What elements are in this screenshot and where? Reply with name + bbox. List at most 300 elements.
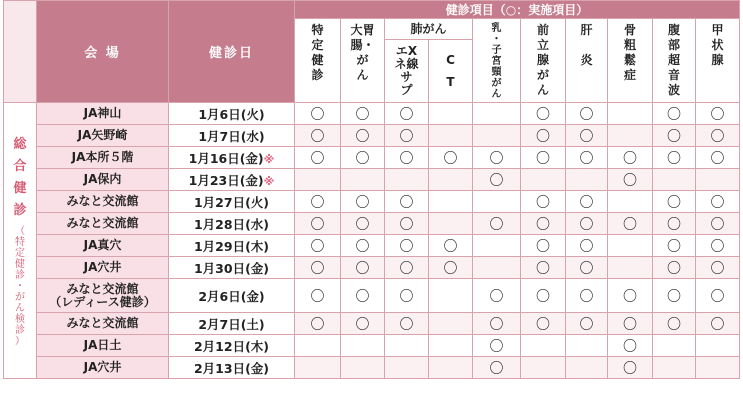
item-cell [429, 257, 473, 279]
circle-mark: 〇 [710, 238, 725, 255]
circle-mark: 〇 [579, 260, 594, 277]
item-cell [608, 313, 653, 335]
circle-mark: 〇 [399, 260, 414, 277]
item-cell [295, 125, 341, 147]
item-cell [521, 279, 566, 313]
item-cell [429, 147, 473, 169]
circle-mark: 〇 [489, 150, 504, 167]
item-cell [385, 169, 429, 191]
circle-mark: 〇 [579, 150, 594, 167]
comprehensive-checkup-label [4, 103, 37, 379]
item-cell [653, 313, 696, 335]
date-text: 2月12日(木) [193, 338, 270, 354]
ct-header-char: C [446, 53, 455, 67]
item-cell [566, 125, 608, 147]
abdomen-header-label-char: 超 [667, 53, 680, 67]
daicho-header-label [341, 23, 384, 83]
item-cell [521, 191, 566, 213]
bone-header-label-char: 鬆 [623, 53, 636, 67]
prostate-header-label-char: ん [536, 83, 549, 97]
circle-mark: 〇 [310, 194, 325, 211]
item-cell [341, 103, 385, 125]
date-text: 1月7日(水) [198, 128, 265, 144]
daicho-header-label-char: ん [356, 68, 369, 82]
item-cell [295, 257, 341, 279]
item-cell [429, 279, 473, 313]
item-cell [473, 313, 521, 335]
item-cell [385, 313, 429, 335]
breast-header-label-char: 頸 [491, 67, 502, 78]
item-cell [696, 279, 740, 313]
venue-name: JA神山 [83, 106, 122, 120]
circle-mark: 〇 [443, 238, 458, 255]
item-cell [566, 213, 608, 235]
circle-mark: 〇 [710, 288, 725, 305]
venue-cell [37, 313, 169, 335]
table-row [4, 191, 740, 213]
venue-cell [37, 169, 169, 191]
liver-header-label-char: 炎 [580, 53, 593, 67]
table-row [4, 257, 740, 279]
table-row [4, 213, 740, 235]
item-cell [521, 213, 566, 235]
daicho-header-label-char: が [356, 53, 369, 67]
item-cell [608, 357, 653, 379]
item-cell [385, 279, 429, 313]
tokutei-header-label-char: 特 [311, 23, 324, 37]
liver-header-label [566, 23, 607, 68]
item-cell [473, 257, 521, 279]
circle-mark: 〇 [579, 128, 594, 145]
header-corner [4, 1, 37, 103]
side-main-label-char: 健 [13, 181, 27, 196]
date-cell [169, 169, 295, 191]
item-cell [608, 335, 653, 357]
abdomen-header-label [653, 23, 695, 98]
item-cell [653, 257, 696, 279]
circle-mark: 〇 [355, 106, 370, 123]
abdomen-header [653, 19, 696, 103]
item-cell [696, 335, 740, 357]
venue-header: 会 場 [37, 1, 169, 103]
circle-mark: 〇 [623, 360, 637, 377]
item-cell [429, 213, 473, 235]
thyroid-header-label-char: 状 [711, 38, 724, 52]
circle-mark: 〇 [355, 260, 370, 277]
table-row [4, 357, 740, 379]
item-cell [473, 169, 521, 191]
table-row [4, 235, 740, 257]
item-cell [521, 169, 566, 191]
prostate-header-label [521, 23, 565, 98]
circle-mark: 〇 [623, 316, 637, 333]
date-text: 1月6日(火) [198, 106, 265, 122]
date-text: 1月27日(火) [193, 194, 270, 210]
tokutei-header [295, 19, 341, 103]
circle-mark: 〇 [399, 216, 414, 233]
item-cell [385, 357, 429, 379]
venue-cell [37, 357, 169, 379]
circle-mark: 〇 [489, 172, 504, 189]
breast-header-label-char: 乳 [491, 23, 502, 34]
bone-header-label [608, 23, 652, 83]
circle-mark: 〇 [355, 288, 370, 305]
circle-mark: 〇 [667, 150, 681, 167]
tokutei-header-label-char: 診 [311, 68, 324, 82]
circle-mark: 〇 [355, 316, 370, 333]
note-mark: ※ [263, 174, 275, 188]
circle-mark: 〇 [710, 216, 725, 233]
item-cell [473, 125, 521, 147]
item-cell [521, 313, 566, 335]
prostate-header-label-char: 腺 [536, 53, 549, 67]
circle-mark: 〇 [399, 128, 414, 145]
venue-cell [37, 147, 169, 169]
circle-mark: 〇 [667, 288, 681, 305]
venue-name: JA穴井 [83, 260, 122, 274]
xray-header-char: プ [400, 83, 413, 97]
item-cell [608, 257, 653, 279]
circle-mark: 〇 [667, 238, 681, 255]
item-cell [566, 191, 608, 213]
item-cell [429, 313, 473, 335]
date-text: 2月6日(金) [198, 288, 265, 304]
item-cell [696, 357, 740, 379]
table-row [4, 279, 740, 313]
venue-name: みなと交流館 [66, 281, 139, 296]
venue-cell [37, 235, 169, 257]
item-cell [429, 103, 473, 125]
date-text: 1月30日(金) [193, 260, 270, 276]
venue-cell [37, 213, 169, 235]
item-cell [341, 235, 385, 257]
thyroid-header [696, 19, 740, 103]
venue-cell [37, 103, 169, 125]
circle-mark: 〇 [355, 238, 370, 255]
item-cell [295, 279, 341, 313]
circle-mark: 〇 [443, 260, 458, 277]
xray-header-char: サ [400, 70, 413, 84]
circle-mark: 〇 [536, 316, 550, 333]
item-cell [653, 103, 696, 125]
date-cell [169, 313, 295, 335]
circle-mark: 〇 [399, 238, 414, 255]
date-header: 健診日 [169, 1, 295, 103]
venue-cell [37, 279, 169, 313]
venue-cell [37, 257, 169, 279]
circle-mark: 〇 [355, 150, 370, 167]
circle-mark: 〇 [623, 216, 637, 233]
venue-cell [37, 125, 169, 147]
circle-mark: 〇 [579, 316, 594, 333]
item-cell [696, 125, 740, 147]
circle-mark: 〇 [310, 316, 325, 333]
circle-mark: 〇 [536, 216, 550, 233]
item-cell [521, 357, 566, 379]
bone-header-label-char: 粗 [623, 38, 636, 52]
circle-mark: 〇 [579, 106, 594, 123]
date-text: 1月28日(水) [193, 216, 270, 232]
tokutei-header-label [295, 23, 340, 83]
circle-mark: 〇 [310, 238, 325, 255]
item-cell [341, 125, 385, 147]
tokutei-header-label-char: 定 [311, 38, 324, 52]
circle-mark: 〇 [710, 106, 725, 123]
item-cell [295, 335, 341, 357]
circle-mark: 〇 [667, 216, 681, 233]
circle-mark: 〇 [667, 194, 681, 211]
circle-mark: 〇 [710, 128, 725, 145]
item-cell [696, 313, 740, 335]
breast-header-label [473, 23, 520, 100]
item-cell [429, 335, 473, 357]
item-cell [653, 191, 696, 213]
item-cell [521, 103, 566, 125]
date-text: 2月13日(金) [193, 360, 270, 376]
circle-mark: 〇 [399, 150, 414, 167]
item-cell [295, 313, 341, 335]
item-cell [653, 235, 696, 257]
side-main-label [4, 134, 36, 222]
circle-mark: 〇 [536, 106, 550, 123]
breast-header-label-char: が [491, 78, 502, 89]
circle-mark: 〇 [667, 316, 681, 333]
venue-cell [37, 191, 169, 213]
date-cell [169, 335, 295, 357]
item-cell [473, 335, 521, 357]
item-cell [429, 191, 473, 213]
item-cell [608, 279, 653, 313]
side-sub-label-char: ん [15, 303, 25, 314]
item-cell [473, 147, 521, 169]
item-cell [653, 357, 696, 379]
side-sub-label-char: 診 [15, 270, 25, 281]
item-cell [696, 169, 740, 191]
item-cell [521, 235, 566, 257]
venue-name: （レディース健診） [49, 294, 156, 309]
liver-header-label-char: 肝 [580, 23, 593, 37]
side-main-label-char: 総 [13, 137, 27, 152]
venue-name: JA真穴 [83, 238, 122, 252]
ct-header [429, 49, 472, 93]
item-cell [521, 125, 566, 147]
date-text: 1月16日(金) [188, 150, 264, 166]
circle-mark: 〇 [355, 194, 370, 211]
item-cell [473, 235, 521, 257]
note-mark: ※ [263, 152, 275, 166]
item-cell [696, 213, 740, 235]
xray-header-char: ネ線 [394, 57, 419, 71]
item-cell [653, 213, 696, 235]
breast-header-label-char: 子 [491, 45, 502, 56]
item-cell [653, 169, 696, 191]
date-cell [169, 103, 295, 125]
item-cell [696, 103, 740, 125]
daicho-header-label-char: 腸・ [350, 38, 375, 52]
venue-name: JA本所５階 [71, 150, 134, 164]
venue-name: JA保内 [83, 172, 122, 186]
item-cell [473, 103, 521, 125]
circle-mark: 〇 [355, 216, 370, 233]
circle-mark: 〇 [710, 150, 725, 167]
item-cell [608, 103, 653, 125]
circle-mark: 〇 [489, 288, 504, 305]
item-cell [341, 191, 385, 213]
side-sub-label [4, 226, 36, 347]
item-cell [566, 257, 608, 279]
xray-header [385, 45, 428, 97]
item-cell [608, 125, 653, 147]
side-sub-label-char: 検 [15, 314, 25, 325]
abdomen-header-label-char: 部 [667, 38, 680, 52]
circle-mark: 〇 [489, 216, 504, 233]
tokutei-header-label-char: 健 [311, 53, 324, 67]
item-cell [653, 125, 696, 147]
prostate-header-label-char: 立 [536, 38, 549, 52]
date-cell [169, 147, 295, 169]
liver-header-label-char [566, 38, 607, 53]
side-sub-label-char: 診 [15, 325, 25, 336]
prostate-header [521, 19, 566, 103]
circle-mark: 〇 [536, 260, 550, 277]
abdomen-header-label-char: 波 [667, 83, 680, 97]
date-text: 2月7日(土) [198, 316, 265, 332]
item-cell [696, 257, 740, 279]
thyroid-header-label-char: 甲 [711, 23, 724, 37]
date-text: 1月29日(木) [193, 238, 270, 254]
daicho-header [341, 19, 385, 103]
circle-mark: 〇 [536, 288, 550, 305]
date-cell [169, 125, 295, 147]
circle-mark: 〇 [579, 288, 594, 305]
side-sub-label-char: ・ [15, 281, 25, 292]
item-cell [608, 213, 653, 235]
circle-mark: 〇 [536, 128, 550, 145]
side-sub-label-char: ） [15, 336, 25, 347]
item-cell [566, 103, 608, 125]
item-cell [566, 313, 608, 335]
side-sub-label-char: 健 [15, 259, 25, 270]
circle-mark: 〇 [579, 194, 594, 211]
item-cell [521, 257, 566, 279]
item-cell [385, 335, 429, 357]
date-cell [169, 235, 295, 257]
venue-cell [37, 335, 169, 357]
circle-mark: 〇 [536, 238, 550, 255]
circle-mark: 〇 [310, 216, 325, 233]
side-main-label-char: 合 [13, 159, 27, 174]
circle-mark: 〇 [489, 360, 504, 377]
item-cell [385, 103, 429, 125]
item-cell [521, 147, 566, 169]
circle-mark: 〇 [536, 150, 550, 167]
item-cell [653, 279, 696, 313]
item-cell [696, 235, 740, 257]
item-cell [566, 357, 608, 379]
date-cell [169, 357, 295, 379]
xray-header-char: エX [395, 44, 418, 58]
circle-mark: 〇 [399, 288, 414, 305]
circle-mark: 〇 [623, 172, 637, 189]
item-cell [608, 235, 653, 257]
item-cell [341, 313, 385, 335]
item-cell [521, 335, 566, 357]
circle-mark: 〇 [710, 260, 725, 277]
item-cell [653, 147, 696, 169]
item-cell [608, 191, 653, 213]
item-cell [653, 335, 696, 357]
item-cell [295, 169, 341, 191]
item-cell [341, 335, 385, 357]
side-sub-label-char: （ [15, 226, 25, 237]
item-cell [385, 125, 429, 147]
side-main-label-char: 診 [13, 203, 27, 218]
item-cell [566, 335, 608, 357]
item-cell [341, 169, 385, 191]
date-cell [169, 279, 295, 313]
item-cell [566, 279, 608, 313]
item-cell [429, 125, 473, 147]
venue-name: JA穴井 [83, 360, 122, 374]
side-sub-label-char: が [15, 292, 25, 303]
circle-mark: 〇 [579, 216, 594, 233]
item-cell [385, 235, 429, 257]
item-cell [295, 103, 341, 125]
item-cell [566, 235, 608, 257]
ct-header-char: T [446, 75, 455, 89]
circle-mark: 〇 [489, 316, 504, 333]
circle-mark: 〇 [667, 128, 681, 145]
circle-mark: 〇 [667, 106, 681, 123]
bone-header [608, 19, 653, 103]
item-cell [429, 169, 473, 191]
circle-mark: 〇 [399, 316, 414, 333]
side-sub-label-char: 特 [15, 237, 25, 248]
item-cell [295, 191, 341, 213]
circle-mark: 〇 [667, 260, 681, 277]
circle-mark: 〇 [310, 106, 325, 123]
item-cell [341, 257, 385, 279]
lung-cancer-header [385, 19, 473, 103]
circle-mark: 〇 [310, 150, 325, 167]
item-cell [473, 357, 521, 379]
circle-mark: 〇 [623, 150, 637, 167]
item-cell [429, 357, 473, 379]
table-row [4, 103, 740, 125]
table-row [4, 169, 740, 191]
table-row [4, 335, 740, 357]
circle-mark: 〇 [443, 150, 458, 167]
breast-header-label-char: ・ [491, 34, 502, 45]
table-row [4, 313, 740, 335]
item-cell [341, 357, 385, 379]
circle-mark: 〇 [310, 260, 325, 277]
venue-name: JA矢野崎 [77, 128, 128, 142]
side-sub-label-char: 定 [15, 248, 25, 259]
bone-header-label-char: 症 [623, 68, 636, 82]
bone-header-label-char: 骨 [623, 23, 636, 37]
date-cell [169, 191, 295, 213]
item-cell [295, 235, 341, 257]
circle-mark: 〇 [623, 338, 637, 355]
lung-cancer-label: 肺がん [385, 19, 472, 40]
venue-name: JA日土 [83, 338, 122, 352]
item-cell [566, 147, 608, 169]
table-row [4, 125, 740, 147]
abdomen-header-label-char: 腹 [667, 23, 680, 37]
prostate-header-label-char: が [536, 68, 549, 82]
circle-mark: 〇 [310, 128, 325, 145]
